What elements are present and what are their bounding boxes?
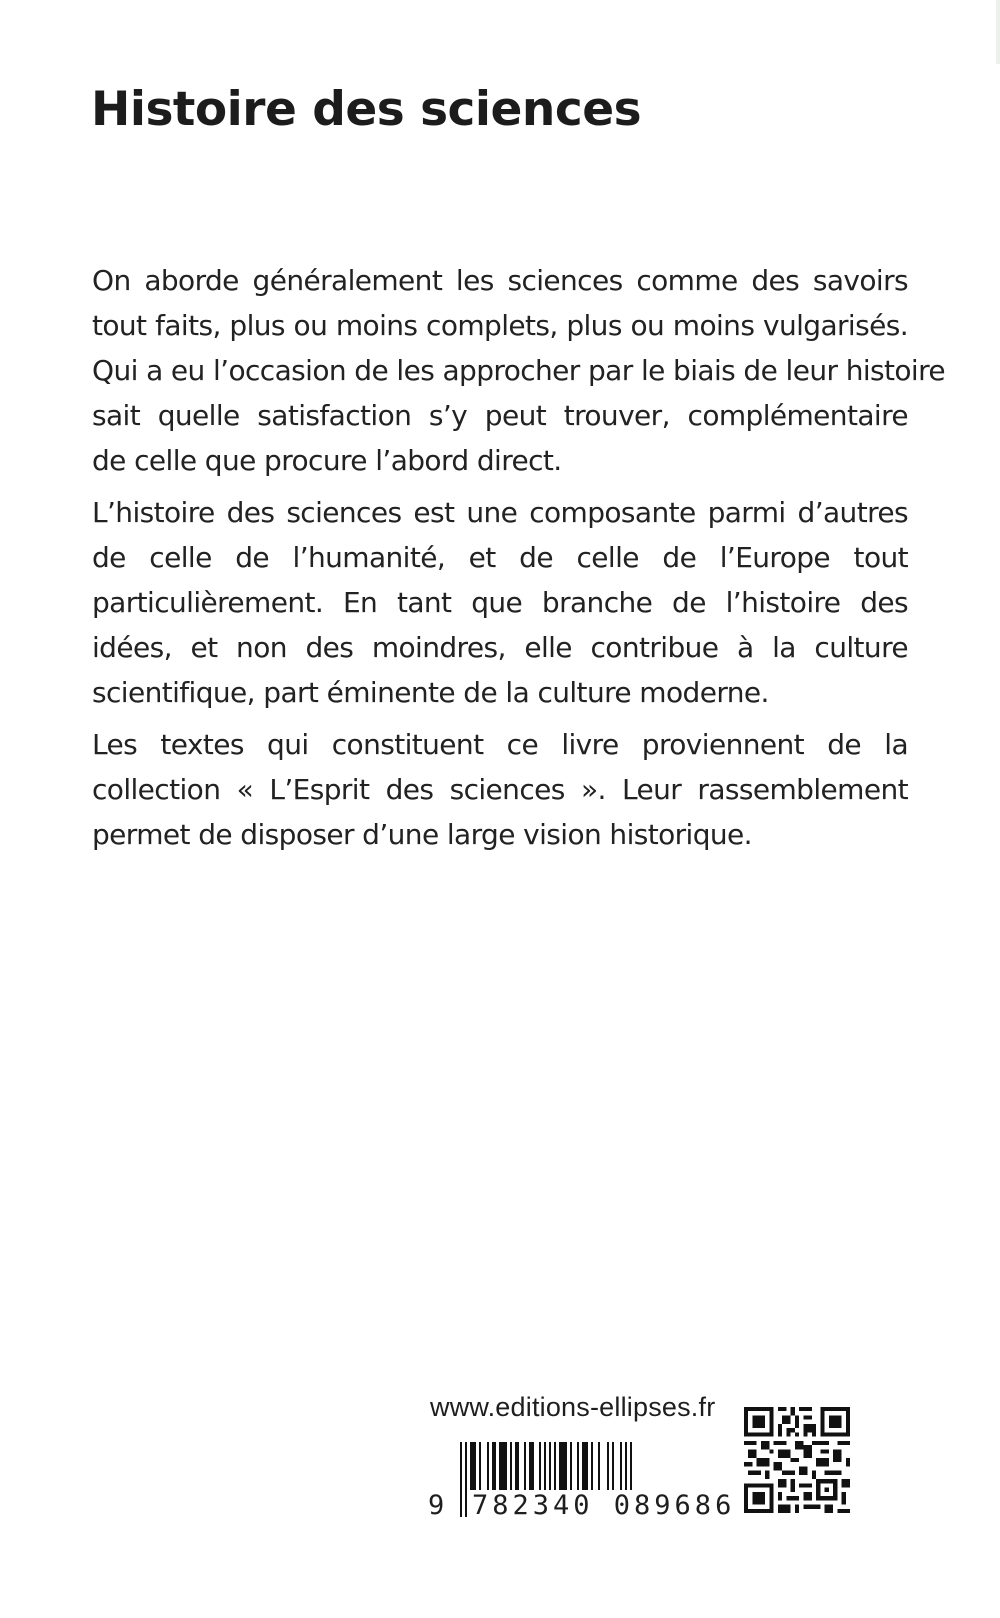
text-line: idées, et non des moindres, elle contribue à la culture	[92, 631, 908, 664]
paragraph-1	[92, 258, 946, 483]
text-line: collection « L’Esprit des sciences ». Leur rassemblement	[92, 773, 908, 806]
text-line: sait quelle satisfaction s’y peut trouver, complémentaire	[92, 399, 908, 432]
text-line: tout faits, plus ou moins complets, plus ou moins vulgarisés.	[92, 309, 908, 342]
paragraph-3	[92, 722, 908, 857]
isbn-number: 782340 089686	[472, 1490, 736, 1521]
isbn-prefix: 9	[428, 1490, 445, 1521]
text-line: de celle de l’humanité, et de celle de l’Europe tout	[92, 541, 908, 574]
publisher-website: www.editions-ellipses.fr	[430, 1392, 716, 1422]
text-line: permet de disposer d’une large vision historique.	[92, 818, 752, 851]
text-line: scientifique, part éminente de la culture moderne.	[92, 676, 769, 709]
back-cover-blurb	[92, 258, 946, 864]
text-line: Les textes qui constituent ce livre proviennent de la	[92, 728, 908, 761]
paragraph-2	[92, 490, 908, 715]
text-line: On aborde généralement les sciences comme des savoirs	[92, 264, 908, 297]
page-edge-shadow	[996, 0, 1000, 64]
text-line: L’histoire des sciences est une composante parmi d’autres	[92, 496, 908, 529]
text-line: Qui a eu l’occasion de les approcher par le biais de leur histoire	[92, 354, 946, 387]
qr-code-icon	[743, 1407, 851, 1513]
text-line: particulièrement. En tant que branche de l’histoire des	[92, 586, 908, 619]
book-title: Histoire des sciences	[91, 82, 642, 137]
text-line: de celle que procure l’abord direct.	[92, 444, 562, 477]
